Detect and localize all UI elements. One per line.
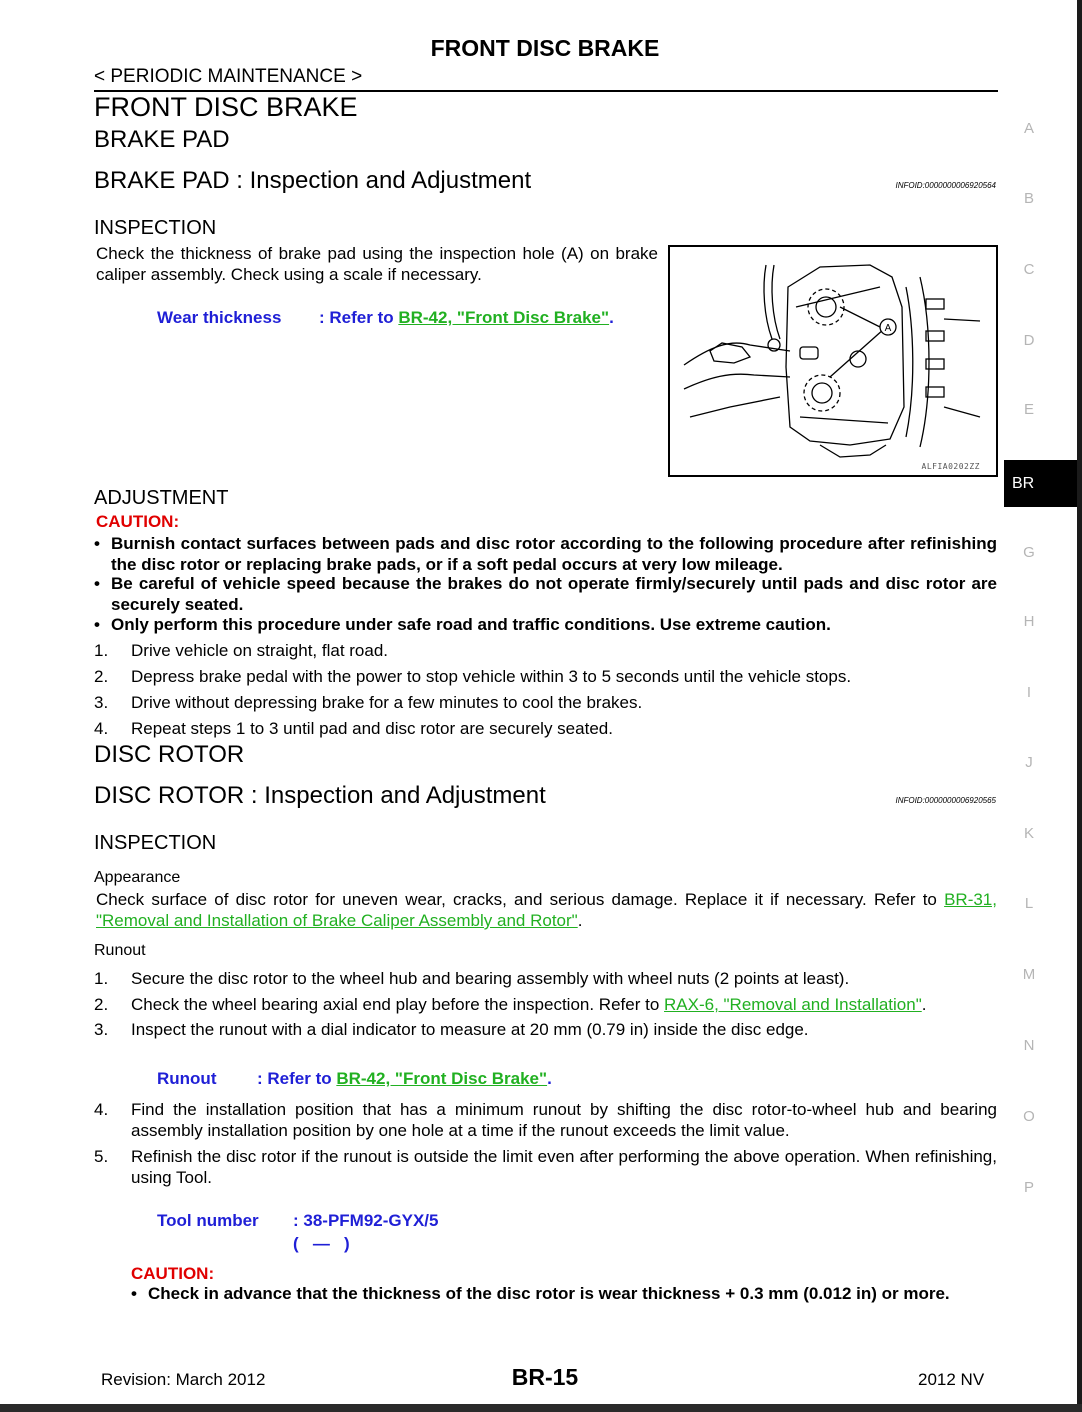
page-edge-right [1077, 0, 1082, 1412]
br42-link[interactable]: BR-42, "Front Disc Brake" [398, 308, 610, 327]
appearance-heading: Appearance [94, 869, 181, 886]
side-tab-m[interactable]: M [1022, 966, 1036, 983]
disc-rotor-infoid: INFOID:0000000006920565 [895, 796, 996, 805]
footer-page-number: BR-15 [511, 1364, 579, 1390]
tool-number-label: Tool number [157, 1211, 259, 1230]
runout-spec: : Refer to BR-42, "Front Disc Brake". [257, 1069, 552, 1088]
footer-model: 2012 NV [918, 1370, 985, 1389]
brake-pad-subheading: BRAKE PAD : Inspection and Adjustment [94, 167, 532, 194]
runout-label: Runout [157, 1069, 217, 1088]
side-tab-a[interactable]: A [1023, 120, 1034, 137]
brake-pad-infoid: INFOID:0000000006920564 [895, 181, 996, 190]
side-tab-c[interactable]: C [1023, 261, 1035, 278]
rotor-caution-label: CAUTION: [131, 1264, 215, 1283]
caution-label: CAUTION: [96, 512, 180, 531]
tool-number-value: : 38-PFM92-GYX/5 [293, 1211, 439, 1230]
side-tab-o[interactable]: O [1023, 1108, 1035, 1125]
adjustment-heading: ADJUSTMENT [94, 487, 229, 509]
runout-heading: Runout [94, 942, 146, 959]
running-title: FRONT DISC BRAKE [430, 35, 660, 61]
section-title: FRONT DISC BRAKE [94, 92, 358, 122]
side-tab-br[interactable]: BR [1004, 460, 1077, 507]
brake-pad-inspection-heading: INSPECTION [94, 217, 217, 239]
side-tab-b[interactable]: B [1023, 190, 1034, 207]
brake-caliper-illustration [670, 247, 996, 475]
side-tab-e[interactable]: E [1023, 401, 1034, 418]
side-tab-l[interactable]: L [1024, 895, 1034, 912]
breadcrumb: < PERIODIC MAINTENANCE > [94, 66, 363, 87]
disc-rotor-inspection-heading: INSPECTION [94, 832, 217, 854]
br31-link[interactable]: BR-31, "Removal and Installation of Brake Caliper Assembly and Rotor" [96, 890, 997, 930]
br42-link-runout[interactable]: BR-42, "Front Disc Brake" [336, 1069, 548, 1088]
side-tab-j[interactable]: J [1025, 754, 1033, 771]
wear-thickness-label: Wear thickness [157, 308, 282, 327]
footer-revision: Revision: March 2012 [101, 1370, 266, 1389]
side-tab-i[interactable]: I [1026, 684, 1032, 701]
side-tab-h[interactable]: H [1023, 613, 1035, 630]
disc-rotor-subheading: DISC ROTOR : Inspection and Adjustment [94, 782, 546, 809]
wear-thickness-spec: : Refer to BR-42, "Front Disc Brake". [319, 308, 614, 327]
side-tab-k[interactable]: K [1023, 825, 1034, 842]
brake-pad-inspection-text: Check the thickness of brake pad using the inspection hole (A) on brake caliper assembly. Check using a scale if necessary. [96, 244, 658, 284]
brake-pad-heading: BRAKE PAD [94, 126, 230, 153]
side-tab-n[interactable]: N [1023, 1037, 1035, 1054]
side-tab-g[interactable]: G [1023, 544, 1035, 561]
rax6-link[interactable]: RAX-6, "Removal and Installation" [664, 995, 922, 1014]
side-tab-p[interactable]: P [1023, 1179, 1034, 1196]
brake-caliper-figure [668, 245, 998, 477]
appearance-text: Check surface of disc rotor for uneven wear, cracks, and serious damage. Replace it if necessary. Refer to BR-31, "Removal and Installation of Brake Caliper Assembly and Rotor". [96, 890, 997, 930]
disc-rotor-heading: DISC ROTOR [94, 741, 245, 768]
side-tab-d[interactable]: D [1023, 332, 1035, 349]
tool-number-sub: ( — ) [293, 1234, 350, 1253]
page-edge-bottom [0, 1404, 1082, 1412]
figure-id: ALFIA0202ZZ [921, 462, 980, 471]
figure-callout-a: A [884, 323, 892, 334]
